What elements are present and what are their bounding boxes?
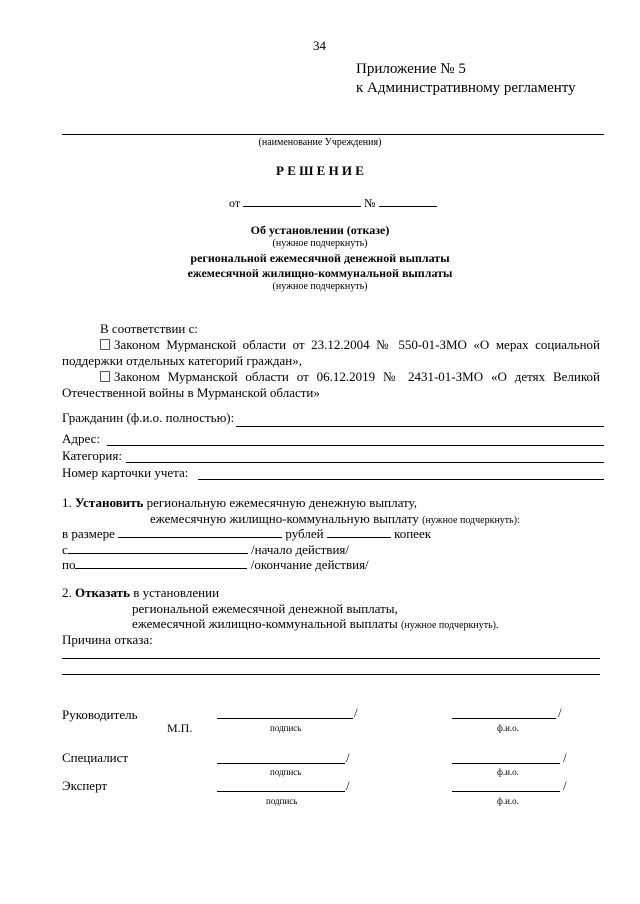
date-number-line [229, 196, 437, 211]
section1-line2: ежемесячную жилищно-коммунальную выплату (нужное подчеркнуть): [150, 511, 520, 526]
signature-head-sign-caption: подпись [270, 723, 302, 733]
signature-head-fio-line[interactable] [452, 718, 556, 719]
refusal-reason-line-2[interactable] [62, 674, 600, 675]
subject-hint-2: (нужное подчеркнуть) [272, 281, 368, 292]
signature-head-label: Руководитель [62, 707, 138, 722]
subject-line-3: ежемесячной жилищно-коммунальной выплаты [187, 266, 453, 280]
signature-expert-slash-1: / [346, 778, 350, 793]
institution-line [62, 134, 604, 135]
appendix-title: Приложение № 5 [356, 61, 466, 77]
signature-specialist-label: Специалист [62, 750, 129, 765]
signature-expert-fio-caption: ф.и.о. [497, 796, 519, 806]
field-card-label: Номер карточки учета: [62, 465, 189, 480]
signature-specialist-fio-line[interactable] [452, 763, 560, 764]
signature-head-sign-line[interactable] [217, 718, 353, 719]
section2-line3: ежемесячной жилищно-коммунальной выплаты (нужное подчеркнуть). [132, 616, 499, 631]
stamp-place-label: М.П. [167, 721, 193, 735]
section1-amount: в размере рублей копеек [62, 526, 432, 541]
section1-start: с /начало действия/ [62, 542, 349, 557]
signature-specialist-sign-line[interactable] [217, 763, 345, 764]
field-address-input[interactable] [107, 445, 604, 446]
subject-line-1: Об установлении (отказе) [250, 223, 390, 237]
signature-head-fio-caption: ф.и.о. [497, 723, 519, 733]
institution-caption: (наименование Учреждения) [258, 137, 382, 148]
basis-intro: В соответствии с: [100, 321, 199, 336]
field-citizen-input[interactable] [236, 426, 604, 427]
checkbox-law-2[interactable] [100, 371, 110, 382]
signature-expert-sign-line[interactable] [217, 791, 345, 792]
subject-line-2: региональной ежемесячной денежной выплаты [190, 251, 450, 265]
section1-end: по /окончание действия/ [62, 557, 369, 572]
signature-expert-fio-line[interactable] [452, 791, 560, 792]
decision-title: Р Е Ш Е Н И Е [276, 163, 364, 178]
field-category-label: Категория: [62, 448, 122, 463]
field-category-input[interactable] [126, 462, 604, 463]
appendix-subtitle: к Административному регламенту [356, 80, 576, 96]
page-number: 34 [313, 38, 326, 53]
signature-head-slash-2: / [558, 705, 562, 720]
law-2-cont: Отечественной войны в Мурманской области» [62, 385, 320, 400]
signature-expert-label: Эксперт [62, 778, 108, 793]
refusal-reason-line-1[interactable] [62, 658, 600, 659]
checkbox-law-1[interactable] [100, 339, 110, 350]
signature-specialist-slash-2: / [563, 750, 567, 765]
signature-specialist-slash-1: / [346, 750, 350, 765]
signature-specialist-sign-caption: подпись [270, 767, 302, 777]
law-2: Законом Мурманской области от 06.12.2019 № 2431-01-ЗМО «О детях Великой [100, 369, 600, 385]
field-address-label: Адрес: [62, 431, 100, 446]
signature-head-slash-1: / [354, 705, 358, 720]
subject-hint-1: (нужное подчеркнуть) [272, 238, 368, 249]
field-citizen-label: Гражданин (ф.и.о. полностью): [62, 410, 235, 425]
section2-heading: 2. Отказать в установлении [62, 585, 220, 600]
section1-heading: 1. Установить региональную ежемесячную денежную выплату, [62, 495, 417, 510]
section2-line2: региональной ежемесячной денежной выплаты, [132, 601, 398, 616]
signature-specialist-fio-caption: ф.и.о. [497, 767, 519, 777]
signature-expert-slash-2: / [563, 778, 567, 793]
law-1-cont: поддержки отдельных категорий граждан», [62, 353, 303, 368]
date-from-label: от [229, 196, 241, 210]
number-sign: № [364, 196, 376, 210]
law-1: Законом Мурманской области от 23.12.2004 № 550-01-ЗМО «О мерах социальной [100, 337, 600, 353]
signature-expert-sign-caption: подпись [266, 796, 298, 806]
field-card-input[interactable] [198, 479, 604, 480]
refusal-reason-label: Причина отказа: [62, 632, 153, 647]
